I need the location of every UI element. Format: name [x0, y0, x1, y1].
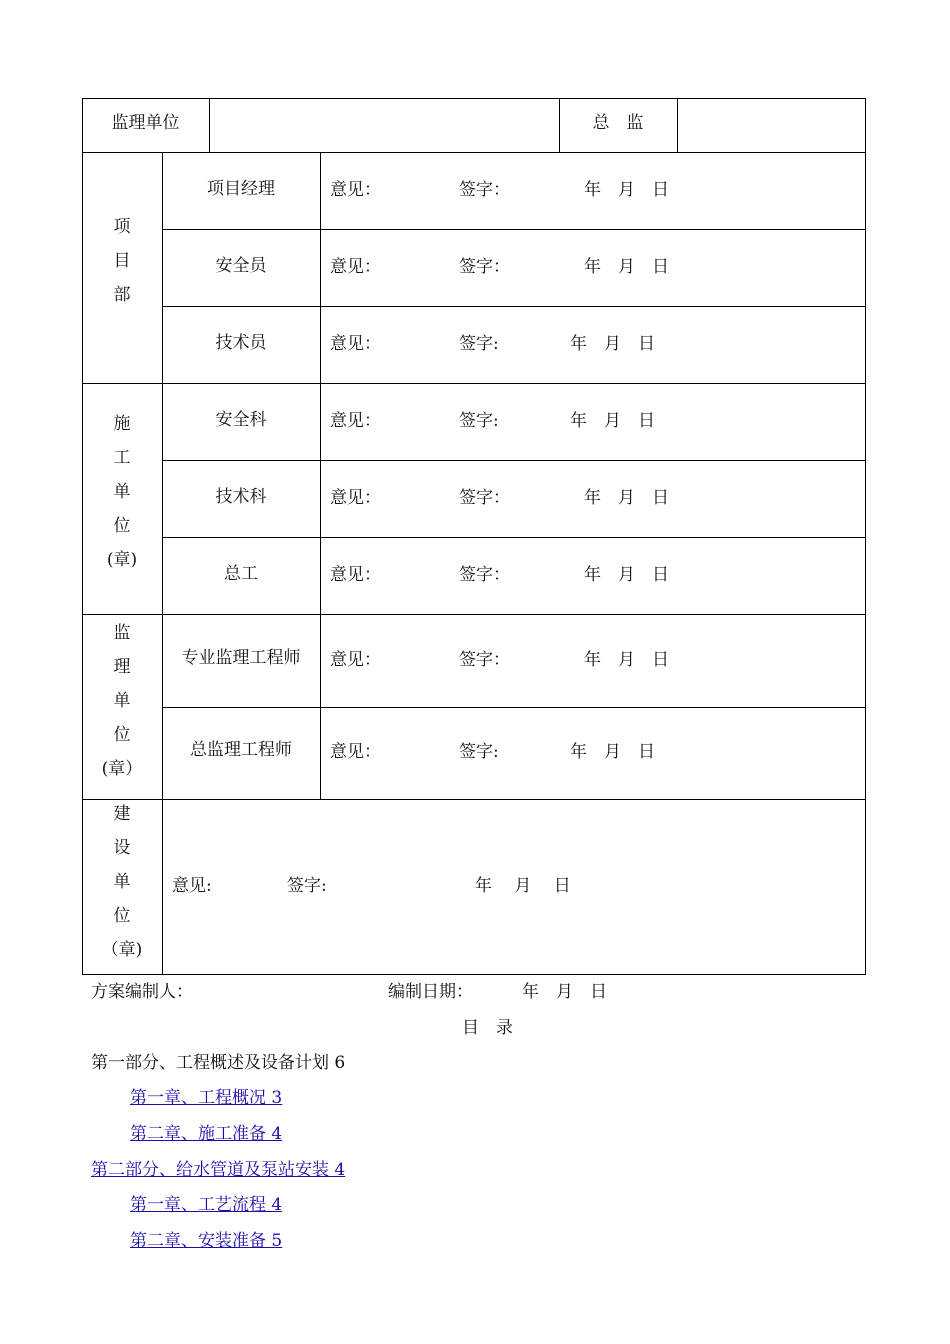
group-supervision-unit: 监 理 单 位 (章） [101, 623, 143, 779]
toc-link-chapter-1-1[interactable]: 第一章、工程概况 3 [130, 1088, 283, 1108]
signature-label: 签字： [459, 257, 510, 277]
chief-supervisor-label: 总 监 [592, 112, 644, 133]
table-row-line [82, 383, 866, 384]
role-project-manager: 项目经理 [207, 178, 275, 199]
opinion-label: 意见： [330, 334, 381, 354]
table-border-right [865, 98, 866, 975]
date-label: 年 月 日 [584, 650, 669, 670]
compile-date-label: 编制日期： [388, 982, 473, 1002]
opinion-label: 意见： [330, 180, 381, 200]
toc-title: 目 录 [462, 1018, 513, 1038]
date-label: 年 月 日 [570, 334, 655, 354]
chief-supervisor-value[interactable] [678, 98, 865, 152]
supervision-unit-value[interactable] [210, 98, 559, 152]
table-row-line [162, 306, 866, 307]
table-row-line [82, 152, 866, 153]
role-chief-engineer: 总工 [224, 563, 258, 584]
role-chief-supervisor: 总监理工程师 [190, 739, 292, 760]
table-row-line [82, 799, 866, 800]
group-build-unit: 建 设 单 位 （章) [101, 804, 143, 960]
signature-label: 签字: [459, 411, 499, 431]
date-label: 年 月 日 [584, 488, 669, 508]
role-safety-dept: 安全科 [215, 409, 267, 430]
opinion-label: 意见： [330, 565, 381, 585]
table-border-bottom [82, 974, 866, 975]
toc-link-chapter-2-2[interactable]: 第二章、安装准备 5 [130, 1231, 283, 1251]
group-construction-unit: 施 工 单 位 (章) [106, 414, 138, 570]
author-label: 方案编制人： [91, 982, 193, 1002]
date-label: 年 月 日 [570, 742, 655, 762]
table-row-line [162, 707, 866, 708]
signature-label: 签字: [287, 876, 327, 896]
signature-label: 签字: [459, 742, 499, 762]
date-label: 年 月 日 [570, 411, 655, 431]
role-tech-dept: 技术科 [215, 486, 267, 507]
opinion-label: 意见: [172, 876, 212, 896]
signature-label: 签字: [459, 334, 499, 354]
role-specialist-supervisor: 专业监理工程师 [181, 647, 301, 668]
opinion-label: 意见： [330, 488, 381, 508]
signature-label: 签字： [459, 180, 510, 200]
opinion-label: 意见： [330, 257, 381, 277]
toc-link-chapter-2-1[interactable]: 第一章、工艺流程 4 [130, 1195, 283, 1215]
signature-label: 签字： [459, 488, 510, 508]
toc-link-part-2[interactable]: 第二部分、给水管道及泵站安装 4 [91, 1160, 346, 1180]
date-label: 年 月 日 [584, 257, 669, 277]
date-label: 年 月 日 [584, 180, 669, 200]
table-row-line [162, 229, 866, 230]
table-row-line [162, 537, 866, 538]
table-row-line [82, 614, 866, 615]
toc-item-part-1: 第一部分、工程概述及设备计划 6 [91, 1053, 346, 1073]
role-tech-officer: 技术员 [215, 332, 267, 353]
date-label: 年 月 日 [475, 876, 571, 896]
signature-label: 签字： [459, 650, 510, 670]
opinion-label: 意见： [330, 742, 381, 762]
table-col-line [320, 152, 321, 800]
opinion-label: 意见： [330, 650, 381, 670]
opinion-label: 意见： [330, 411, 381, 431]
supervision-unit-label: 监理单位 [111, 112, 180, 133]
role-safety-officer: 安全员 [215, 255, 267, 276]
table-row-line [162, 460, 866, 461]
compile-date-value: 年 月 日 [522, 982, 607, 1002]
signature-label: 签字： [459, 565, 510, 585]
group-project-dept: 项 目 部 [113, 217, 131, 305]
date-label: 年 月 日 [584, 565, 669, 585]
toc-link-chapter-1-2[interactable]: 第二章、施工准备 4 [130, 1124, 283, 1144]
